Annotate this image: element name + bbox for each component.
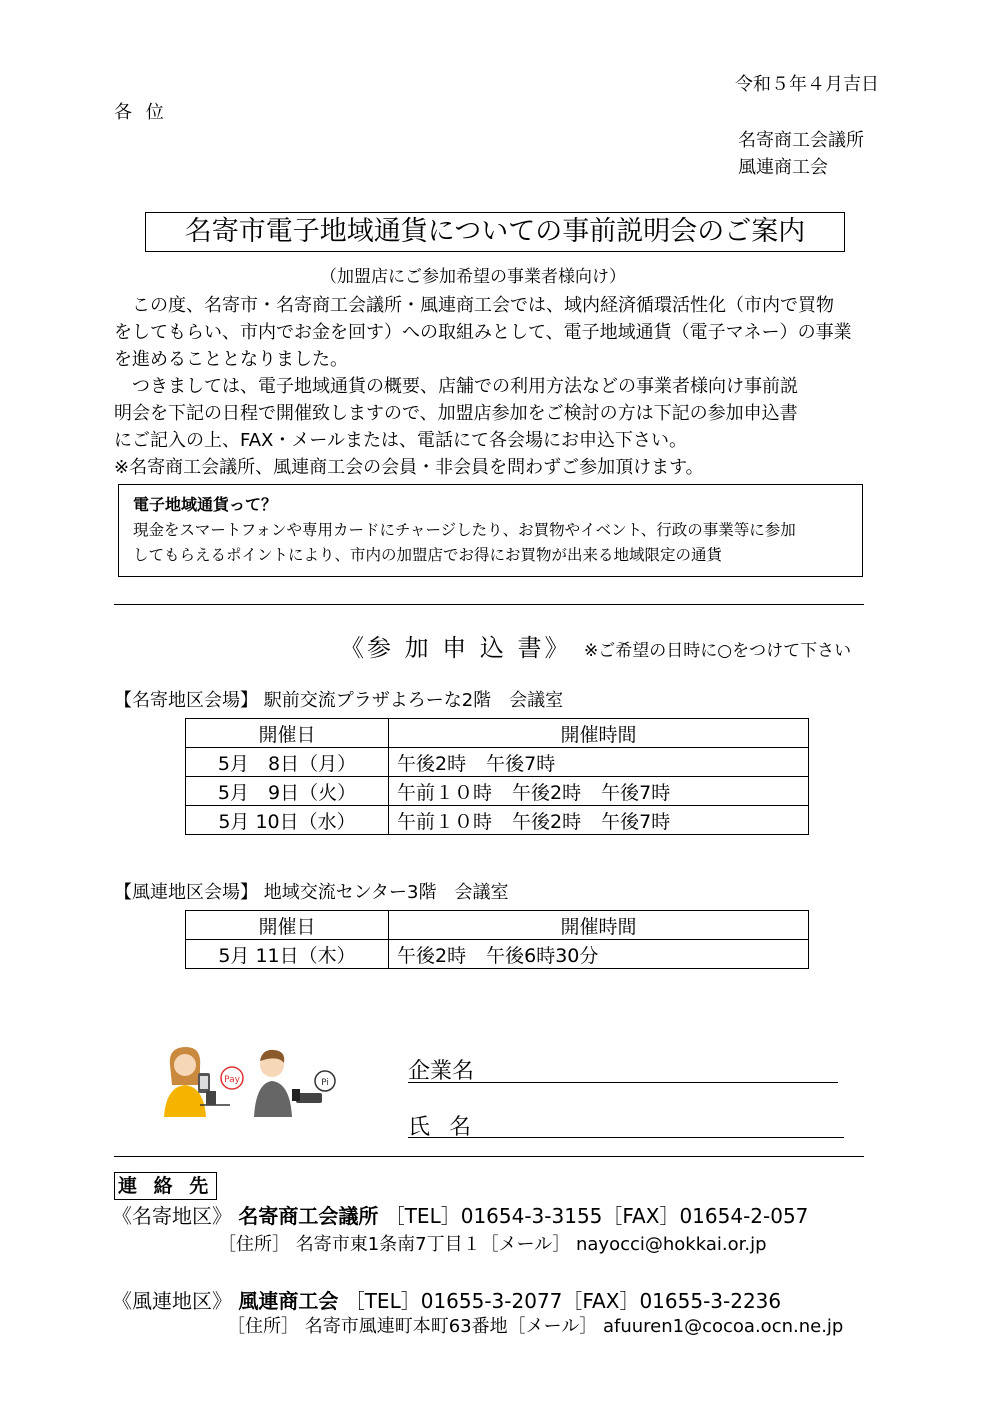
contact-furen bbox=[112, 1285, 781, 1314]
info-box bbox=[118, 484, 863, 577]
info-box-line: 現金をスマートフォンや専用カードにチャージしたり、お買物やイベント、行政の事業等に参加 bbox=[133, 521, 796, 539]
divider bbox=[114, 1156, 864, 1157]
row-date: 5月 8日（月） bbox=[186, 748, 389, 777]
subtitle: （加盟店にご参加希望の事業者様向け） bbox=[320, 267, 626, 287]
company-field[interactable] bbox=[408, 1082, 838, 1083]
region-label: 《風連地区》 bbox=[112, 1289, 232, 1313]
company-label: 企業名 bbox=[408, 1059, 475, 1084]
org-name: 名寄商工会議所 bbox=[238, 1204, 379, 1228]
column-header-time: 開催時間 bbox=[389, 911, 809, 940]
row-times[interactable]: 午後2時 午後6時30分 bbox=[389, 940, 809, 969]
schedule-table-nayoro bbox=[185, 718, 809, 835]
column-header-date: 開催日 bbox=[186, 719, 389, 748]
row-times[interactable]: 午前１０時 午後2時 午後7時 bbox=[389, 777, 809, 806]
sender-1: 名寄商工会議所 bbox=[738, 130, 864, 151]
org-name: 風連商工会 bbox=[238, 1289, 339, 1313]
sender-2: 風連商工会 bbox=[738, 157, 828, 178]
body-line: 明会を下記の日程で開催致しますので、加盟店参加をご検討の方は下記の参加申込書 bbox=[114, 403, 798, 424]
pi-badge-text: Pi bbox=[321, 1078, 329, 1088]
column-header-date: 開催日 bbox=[186, 911, 389, 940]
body-text bbox=[114, 292, 852, 481]
name-label: 氏 名 bbox=[408, 1115, 477, 1140]
row-date: 5月 10日（水） bbox=[186, 806, 389, 835]
body-line: にご記入の上、FAX・メールまたは、電話にて各会場にお申込下さい。 bbox=[114, 430, 687, 451]
schedule-table-furen bbox=[185, 910, 809, 969]
body-line: つきましては、電子地域通貨の概要、店舗での利用方法などの事業者様向け事前説 bbox=[132, 376, 798, 397]
phone-fax: ［TEL］01654-3-3155［FAX］01654-2-057 bbox=[384, 1204, 809, 1228]
divider bbox=[114, 604, 864, 605]
address-email: ［住所］ 名寄市東1条南7丁目１［メール］ nayocci@hokkai.or.jp bbox=[218, 1234, 767, 1255]
name-field[interactable] bbox=[408, 1137, 844, 1138]
row-date: 5月 9日（火） bbox=[186, 777, 389, 806]
row-times[interactable]: 午後2時 午後7時 bbox=[389, 748, 809, 777]
table-row bbox=[186, 777, 809, 806]
payment-illustration bbox=[160, 1045, 350, 1120]
contact-heading: 連 絡 先 bbox=[114, 1172, 217, 1200]
woman-paying-icon bbox=[164, 1047, 230, 1117]
column-header-time: 開催時間 bbox=[389, 719, 809, 748]
table-row bbox=[186, 748, 809, 777]
contact-nayoro bbox=[112, 1200, 808, 1229]
row-date: 5月 11日（木） bbox=[186, 940, 389, 969]
row-times[interactable]: 午前１０時 午後2時 午後7時 bbox=[389, 806, 809, 835]
issue-date: 令和５年４月吉日 bbox=[735, 74, 879, 95]
table-row bbox=[186, 806, 809, 835]
pay-badge-text: Pay bbox=[224, 1075, 240, 1085]
info-box-line: してもらえるポイントにより、市内の加盟店でお得にお買物が出来る地域限定の通貨 bbox=[133, 546, 723, 564]
body-line: ※名寄商工会議所、風連商工会の会員・非会員を問わずご参加頂けます。 bbox=[114, 457, 704, 478]
region-label: 《名寄地区》 bbox=[112, 1204, 232, 1228]
venue-label: 【風連地区会場】 地域交流センター3階 会議室 bbox=[114, 882, 509, 903]
form-title: 《参 加 申 込 書》 bbox=[340, 634, 572, 662]
phone-fax: ［TEL］01655-3-2077［FAX］01655-3-2236 bbox=[344, 1289, 782, 1313]
info-box-heading: 電子地域通貨って？ bbox=[133, 495, 278, 514]
address-email: ［住所］ 名寄市風連町本町63番地［メール］ afuuren1@cocoa.ocn.ne.jp bbox=[227, 1316, 844, 1337]
body-line: を進めることとなりました。 bbox=[114, 349, 348, 370]
recipient: 各 位 bbox=[114, 102, 168, 123]
table-row bbox=[186, 940, 809, 969]
page-title: 名寄市電子地域通貨についての事前説明会のご案内 bbox=[184, 216, 806, 247]
body-line: この度、名寄市・名寄商工会議所・風連商工会では、域内経済循環活性化（市内で買物 bbox=[132, 295, 834, 316]
form-note: ※ご希望の日時に○をつけて下さい bbox=[584, 641, 852, 661]
title-box bbox=[145, 212, 845, 252]
venue-label: 【名寄地区会場】 駅前交流プラザよろーな2階 会議室 bbox=[114, 690, 564, 711]
body-line: をしてもらい、市内でお金を回す）への取組みとして、電子地域通貨（電子マネー）の事業 bbox=[114, 322, 852, 343]
man-paying-icon bbox=[254, 1050, 322, 1117]
